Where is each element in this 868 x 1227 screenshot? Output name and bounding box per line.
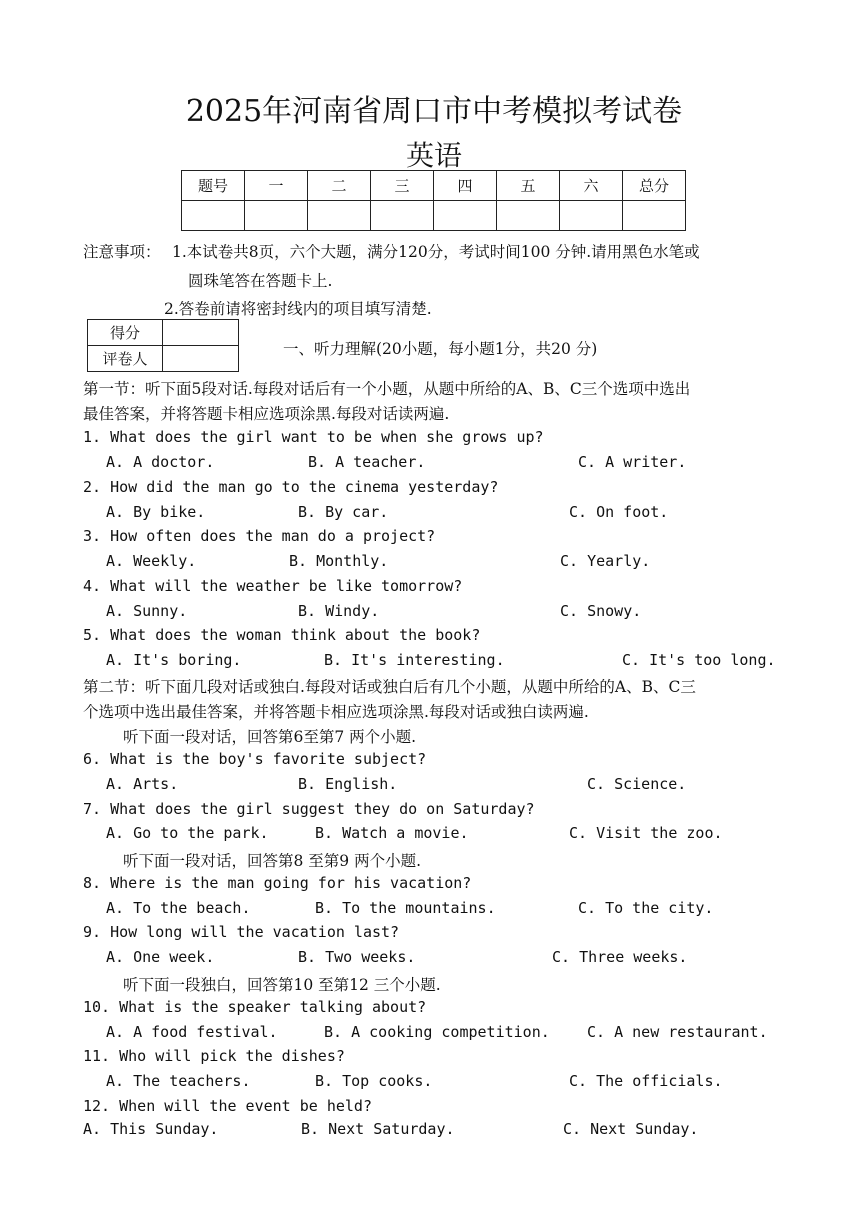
- option-11c[interactable]: C. The officials.: [569, 1072, 723, 1090]
- notes-line-2: 2.答卷前请将密封线内的项目填写清楚.: [164, 300, 432, 318]
- option-1b[interactable]: B. A teacher.: [308, 453, 426, 471]
- option-5c[interactable]: C. It's too long.: [622, 651, 776, 669]
- option-8c[interactable]: C. To the city.: [578, 899, 714, 917]
- notes-label: 注意事项：: [83, 243, 161, 261]
- option-8a[interactable]: A. To the beach.: [106, 899, 251, 917]
- score-header-cell: 一: [245, 171, 308, 201]
- score-blank-cell[interactable]: [182, 201, 245, 231]
- notes-line-1-cont: 圆珠笔答在答题卡上.: [188, 272, 333, 290]
- option-12c[interactable]: C. Next Sunday.: [563, 1120, 699, 1138]
- option-7b[interactable]: B. Watch a movie.: [315, 824, 469, 842]
- option-3a[interactable]: A. Weekly.: [106, 552, 197, 570]
- option-4b[interactable]: B. Windy.: [298, 602, 380, 620]
- score-header-cell: 三: [371, 171, 434, 201]
- score-header-cell: 总分: [623, 171, 686, 201]
- section2-instructions-1: 第二节：听下面几段对话或独白.每段对话或独白后有几个小题，从题中所给的A、B、C三: [83, 678, 696, 696]
- option-10c[interactable]: C. A new restaurant.: [587, 1023, 768, 1041]
- option-10b[interactable]: B. A cooking competition.: [324, 1023, 550, 1041]
- option-1c[interactable]: C. A writer.: [578, 453, 687, 471]
- option-6c[interactable]: C. Science.: [587, 775, 687, 793]
- option-9a[interactable]: A. One week.: [106, 948, 215, 966]
- option-12a[interactable]: A. This Sunday.: [83, 1120, 219, 1138]
- section1-instructions-2: 最佳答案，并将答题卡相应选项涂黑.每段对话读两遍.: [83, 405, 450, 423]
- score-header-cell: 二: [308, 171, 371, 201]
- grader-label: 评卷人: [88, 346, 163, 372]
- score-blank-cell[interactable]: [245, 201, 308, 231]
- question-4: 4. What will the weather be like tomorrow?: [83, 577, 463, 595]
- score-header-cell: 四: [434, 171, 497, 201]
- option-7c[interactable]: C. Visit the zoo.: [569, 824, 723, 842]
- score-blank-cell[interactable]: [560, 201, 623, 231]
- score-field[interactable]: [163, 320, 239, 346]
- part1-heading: 一、听力理解(20小题，每小题1分，共20 分): [283, 340, 598, 358]
- score-blank-cell[interactable]: [623, 201, 686, 231]
- option-8b[interactable]: B. To the mountains.: [315, 899, 496, 917]
- question-9: 9. How long will the vacation last?: [83, 923, 400, 941]
- option-9b[interactable]: B. Two weeks.: [298, 948, 416, 966]
- option-3b[interactable]: B. Monthly.: [289, 552, 389, 570]
- question-2: 2. How did the man go to the cinema yesterday?: [83, 478, 499, 496]
- notes-line-1: 1.本试卷共8页，六个大题，满分120分，考试时间100 分钟.请用黑色水笔或: [172, 243, 700, 261]
- option-11b[interactable]: B. Top cooks.: [315, 1072, 433, 1090]
- question-6: 6. What is the boy's favorite subject?: [83, 750, 427, 768]
- option-10a[interactable]: A. A food festival.: [106, 1023, 278, 1041]
- option-4c[interactable]: C. Snowy.: [560, 602, 642, 620]
- question-5: 5. What does the woman think about the book?: [83, 626, 481, 644]
- option-2a[interactable]: A. By bike.: [106, 503, 206, 521]
- score-header-cell: 五: [497, 171, 560, 201]
- score-table-header-row: [182, 171, 686, 201]
- score-blank-cell[interactable]: [371, 201, 434, 231]
- exam-title: 2025年河南省周口市中考模拟考试卷: [185, 94, 683, 129]
- score-table-blank-row: [182, 201, 686, 231]
- section2-instructions-2: 个选项中选出最佳答案，并将答题卡相应选项涂黑.每段对话或独白读两遍.: [83, 703, 589, 721]
- score-header-cell: 题号: [182, 171, 245, 201]
- grader-table: [87, 319, 239, 372]
- section1-instructions-1: 第一节：听下面5段对话.每段对话后有一个小题，从题中所给的A、B、C三个选项中选出: [83, 380, 691, 398]
- option-4a[interactable]: A. Sunny.: [106, 602, 188, 620]
- option-5b[interactable]: B. It's interesting.: [324, 651, 505, 669]
- option-11a[interactable]: A. The teachers.: [106, 1072, 251, 1090]
- option-6a[interactable]: A. Arts.: [106, 775, 179, 793]
- instruction-q8-9: 听下面一段对话，回答第8 至第9 两个小题.: [123, 852, 422, 870]
- option-5a[interactable]: A. It's boring.: [106, 651, 242, 669]
- question-10: 10. What is the speaker talking about?: [83, 998, 427, 1016]
- option-3c[interactable]: C. Yearly.: [560, 552, 651, 570]
- option-7a[interactable]: A. Go to the park.: [106, 824, 269, 842]
- question-3: 3. How often does the man do a project?: [83, 527, 436, 545]
- score-blank-cell[interactable]: [497, 201, 560, 231]
- subject-title: 英语: [405, 139, 462, 172]
- question-1: 1. What does the girl want to be when she grows up?: [83, 428, 544, 446]
- option-2c[interactable]: C. On foot.: [569, 503, 669, 521]
- instruction-q6-7: 听下面一段对话，回答第6至第7 两个小题.: [123, 728, 417, 746]
- option-12b[interactable]: B. Next Saturday.: [301, 1120, 455, 1138]
- option-9c[interactable]: C. Three weeks.: [552, 948, 688, 966]
- score-blank-cell[interactable]: [434, 201, 497, 231]
- option-6b[interactable]: B. English.: [298, 775, 398, 793]
- option-2b[interactable]: B. By car.: [298, 503, 389, 521]
- question-12: 12. When will the event be held?: [83, 1097, 372, 1115]
- score-blank-cell[interactable]: [308, 201, 371, 231]
- option-1a[interactable]: A. A doctor.: [106, 453, 215, 471]
- score-label: 得分: [88, 320, 163, 346]
- score-header-cell: 六: [560, 171, 623, 201]
- grader-field[interactable]: [163, 346, 239, 372]
- instruction-q10-12: 听下面一段独白，回答第10 至第12 三个小题.: [123, 976, 441, 994]
- question-8: 8. Where is the man going for his vacation?: [83, 874, 472, 892]
- question-11: 11. Who will pick the dishes?: [83, 1047, 345, 1065]
- score-table: [181, 170, 686, 231]
- question-7: 7. What does the girl suggest they do on Saturday?: [83, 800, 535, 818]
